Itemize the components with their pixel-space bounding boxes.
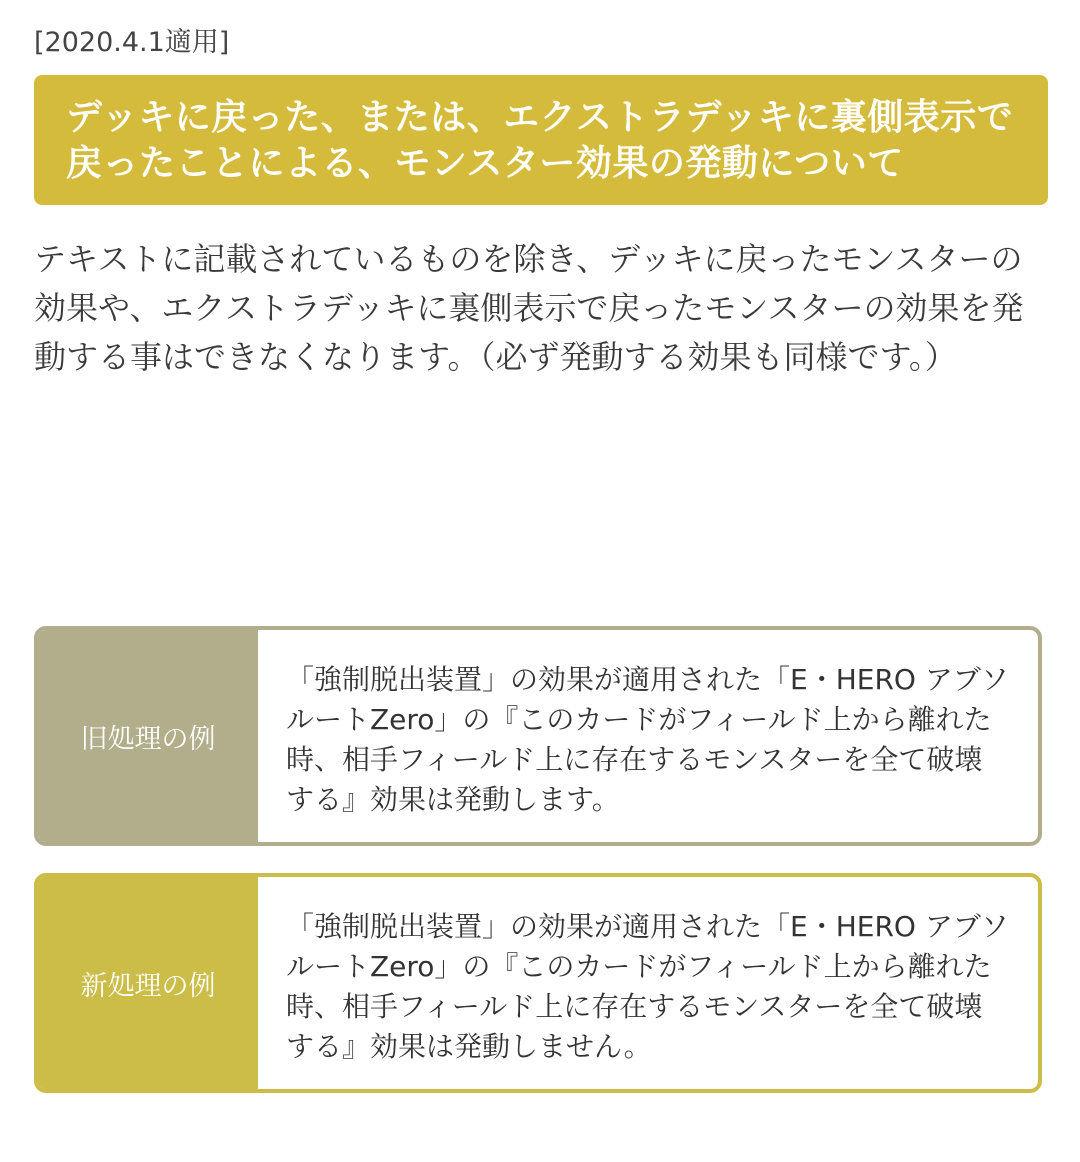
new-ruling-text: 「強制脱出装置」の効果が適用された「E・HERO アブソルートZero」の『このカードがフィールド上から離れた時、相手フィールド上に存在するモンスターを全て破壊する』効果は発動しません。	[286, 910, 1009, 1063]
old-ruling-label: 旧処理の例	[38, 630, 258, 842]
new-ruling-example	[34, 873, 1042, 1093]
new-ruling-label: 新処理の例	[38, 877, 258, 1089]
old-ruling-example	[34, 626, 1042, 846]
rule-article	[34, 0, 1048, 382]
effective-date-tag: [2020.4.1適用]	[34, 27, 230, 58]
old-ruling-text: 「強制脱出装置」の効果が適用された「E・HERO アブソルートZero」の『このカードがフィールド上から離れた時、相手フィールド上に存在するモンスターを全て破壊する』効果は発動します。	[286, 663, 1009, 816]
rule-title: デッキに戻った、または、エクストラデッキに裏側表示で戻ったことによる、モンスター効果の発動について	[66, 97, 1014, 184]
rule-title-banner	[34, 75, 1048, 205]
rule-description: テキストに記載されているものを除き、デッキに戻ったモンスターの効果や、エクストラデッキに裏側表示で戻ったモンスターの効果を発動する事はできなくなります。（必ず発動する効果も同様です。）	[34, 240, 1024, 376]
